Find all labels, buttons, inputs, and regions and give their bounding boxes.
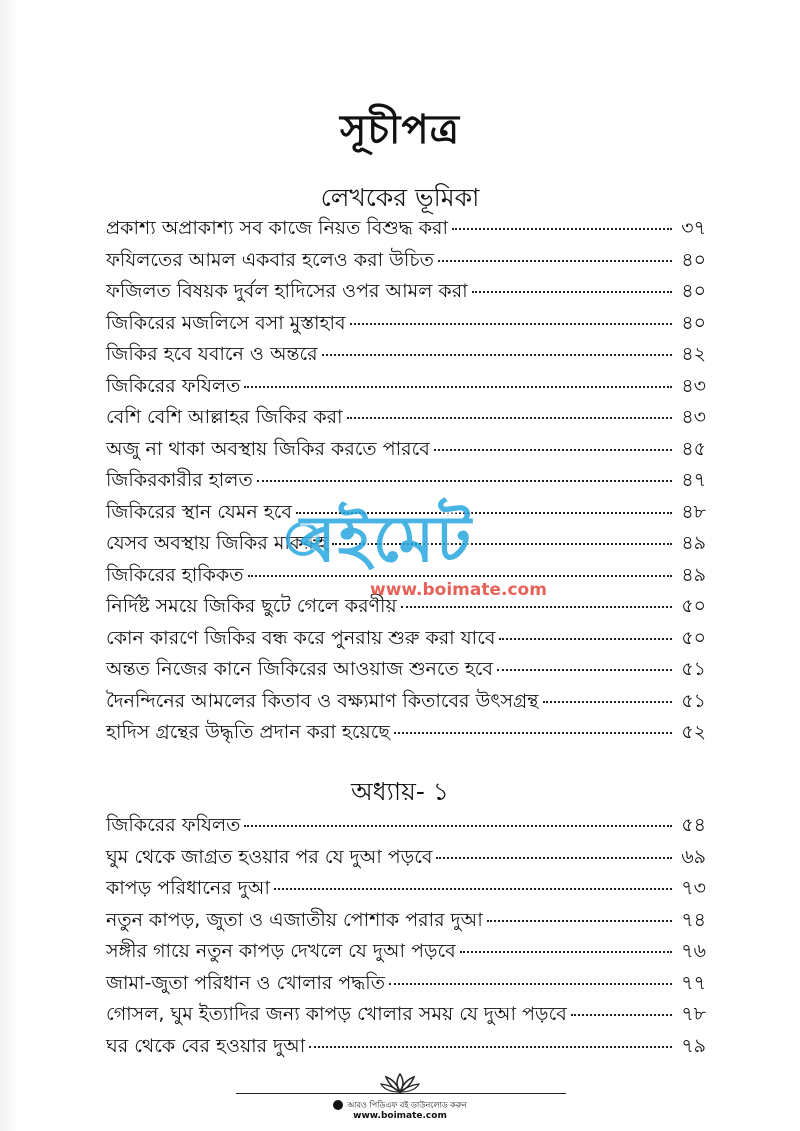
- toc-dot-leader: [244, 825, 672, 827]
- toc-entry-label: হাদিস গ্রন্থের উদ্ধৃতি প্রদান করা হয়েছে: [106, 721, 390, 743]
- footer-note: [0, 1100, 800, 1121]
- toc-entry-page: ৪৯: [681, 532, 706, 554]
- site-logo-icon: [333, 1100, 343, 1110]
- toc-entry-page: ৫১: [681, 689, 706, 712]
- toc-entry-page: ৪০: [681, 248, 706, 271]
- section-heading-preface: লেখকের ভূমিকা: [320, 183, 480, 212]
- toc-entry-page: ৪৮: [681, 500, 706, 523]
- toc-dot-leader: [497, 669, 672, 671]
- toc-entry[interactable]: [106, 999, 706, 1031]
- toc-dot-leader: [472, 291, 672, 293]
- toc-list-chapter-1: [106, 810, 706, 1062]
- toc-entry-label: অন্তত নিজের কানে জিকিরের আওয়াজ শুনতে হবে: [106, 658, 494, 680]
- toc-entry-page: ৭৭: [681, 971, 706, 994]
- toc-entry[interactable]: [106, 623, 706, 655]
- toc-entry-label: অজু না থাকা অবস্থায় জিকির করতে পারবে: [106, 437, 430, 460]
- toc-entry[interactable]: [106, 968, 706, 1000]
- toc-entry-page: ৭৯: [681, 1034, 706, 1057]
- section-heading-chapter-1: অধ্যায়- ১: [350, 777, 450, 806]
- toc-entry[interactable]: [106, 465, 706, 497]
- footer-url[interactable]: www.boimate.com: [353, 1110, 447, 1121]
- toc-entry[interactable]: [106, 810, 706, 842]
- toc-entry-label: জিকিরের মজলিসে বসা মুস্তাহাব: [106, 311, 346, 334]
- toc-entry-page: ৫০: [681, 595, 706, 617]
- toc-entry-page: ৪৭: [681, 469, 706, 491]
- toc-entry-page: ৪৩: [681, 374, 706, 397]
- toc-dot-leader: [347, 417, 672, 419]
- toc-entry[interactable]: [106, 936, 706, 968]
- toc-dot-leader: [543, 701, 673, 703]
- toc-dot-leader: [436, 857, 672, 859]
- toc-entry[interactable]: [106, 654, 706, 686]
- toc-dot-leader: [487, 920, 672, 922]
- toc-dot-leader: [257, 480, 672, 482]
- toc-entry[interactable]: [106, 402, 706, 434]
- toc-entry-page: ৭৪: [681, 908, 706, 931]
- toc-entry-page: ৪০: [681, 280, 706, 302]
- toc-entry[interactable]: [106, 339, 706, 371]
- toc-dot-leader: [434, 449, 672, 451]
- watermark-logo: বইমেট: [300, 503, 474, 577]
- watermark-url: www.boimate.com: [370, 580, 547, 600]
- toc-dot-leader: [438, 260, 672, 262]
- toc-entry[interactable]: [106, 686, 706, 718]
- toc-entry-page: ৭৩: [681, 877, 706, 899]
- page-title: সূচীপত্র: [340, 107, 460, 153]
- toc-entry-label: ফযিলতের আমল একবার হলেও করা উচিত: [106, 248, 434, 271]
- toc-entry-label: ঘর থেকে বের হওয়ার দুআ: [106, 1034, 306, 1057]
- toc-entry-label: জিকিরের ফযিলত: [106, 374, 241, 397]
- toc-dot-leader: [322, 354, 672, 356]
- toc-entry[interactable]: [106, 1031, 706, 1063]
- toc-dot-leader: [389, 983, 672, 985]
- toc-entry-page: ৪৫: [681, 437, 706, 460]
- toc-dot-leader: [460, 951, 672, 953]
- watermark: [300, 500, 547, 610]
- toc-entry-page: ৪০: [681, 311, 706, 334]
- toc-entry-page: ৫০: [681, 626, 706, 649]
- toc-entry-label: সঙ্গীর গায়ে নতুন কাপড় দেখলে যে দুআ পড়বে: [106, 940, 456, 962]
- toc-dot-leader: [274, 888, 672, 890]
- toc-entry-page: ৬৯: [681, 845, 706, 868]
- toc-entry[interactable]: [106, 842, 706, 874]
- toc-list-preface: [106, 213, 706, 749]
- toc-entry-label: দৈনন্দিনের আমলের কিতাব ও বক্ষ্যমাণ কিতাবের উৎসগ্রন্থ: [106, 689, 539, 712]
- toc-entry[interactable]: [106, 245, 706, 277]
- toc-entry-page: ৭৬: [681, 940, 706, 962]
- toc-entry-page: ৫২: [681, 721, 706, 743]
- toc-entry-page: ৩৭: [681, 217, 706, 239]
- toc-entry-label: গোসল, ঘুম ইত্যাদির জন্য কাপড় খোলার সময় যে দুআ পড়বে: [106, 1003, 567, 1025]
- toc-entry-label: ফজিলত বিষয়ক দুর্বল হাদিসের ওপর আমল করা: [106, 280, 468, 302]
- toc-entry-label: জামা-জুতা পরিধান ও খোলার পদ্ধতি: [106, 971, 385, 994]
- toc-entry-page: ৫১: [681, 658, 706, 680]
- toc-dot-leader: [499, 638, 672, 640]
- toc-entry[interactable]: [106, 873, 706, 905]
- footer-rule: [236, 1093, 566, 1094]
- toc-entry-label: জিকিরের স্থান যেমন হবে: [106, 500, 292, 523]
- toc-dot-leader: [244, 386, 672, 388]
- toc-entry[interactable]: [106, 434, 706, 466]
- toc-entry-label: কাপড় পরিধানের দুআ: [106, 877, 270, 899]
- toc-entry-page: ৪৯: [681, 563, 706, 586]
- toc-entry-label: জিকিরের হাকিকত: [106, 563, 244, 586]
- toc-entry[interactable]: [106, 308, 706, 340]
- toc-entry-label: জিকির হবে যবানে ও অন্তরে: [106, 343, 318, 365]
- lotus-ornament-icon: [380, 1072, 420, 1094]
- toc-dot-leader: [309, 1046, 672, 1048]
- toc-entry-page: ৫৪: [681, 814, 706, 836]
- toc-entry-label: নির্দিষ্ট সময়ে জিকির ছুটে গেলে করণীয়: [106, 595, 397, 617]
- toc-entry-page: ৪৩: [681, 406, 706, 428]
- toc-entry-page: ৭৮: [681, 1003, 706, 1025]
- toc-entry[interactable]: [106, 717, 706, 749]
- toc-entry-page: ৪২: [681, 343, 706, 365]
- toc-entry-label: জিকিরের ফযিলত: [106, 814, 241, 836]
- toc-entry-label: জিকিরকারীর হালত: [106, 469, 253, 491]
- toc-entry-label: যেসব অবস্থায় জিকির মাকরুহ: [106, 532, 328, 554]
- toc-entry[interactable]: [106, 213, 706, 245]
- toc-entry-label: বেশি বেশি আল্লাহর জিকির করা: [106, 406, 343, 428]
- footer-note-text: আরও পিডিএফ বই ডাউনলোড করুন: [347, 1100, 467, 1110]
- toc-dot-leader: [394, 732, 672, 734]
- toc-entry-label: নতুন কাপড়, জুতা ও এজাতীয় পোশাক পরার দুআ: [106, 908, 483, 931]
- toc-entry-label: কোন কারণে জিকির বন্ধ করে পুনরায় শুরু করা যাবে: [106, 626, 496, 649]
- toc-entry-label: প্রকাশ্য অপ্রাকাশ্য সব কাজে নিয়ত বিশুদ্ধ করা: [106, 217, 449, 239]
- toc-dot-leader: [571, 1014, 672, 1016]
- toc-dot-leader: [452, 228, 672, 230]
- toc-entry[interactable]: [106, 371, 706, 403]
- toc-entry[interactable]: [106, 276, 706, 308]
- toc-dot-leader: [350, 323, 672, 325]
- toc-entry[interactable]: [106, 905, 706, 937]
- toc-entry-label: ঘুম থেকে জাগ্রত হওয়ার পর যে দুআ পড়বে: [106, 845, 433, 868]
